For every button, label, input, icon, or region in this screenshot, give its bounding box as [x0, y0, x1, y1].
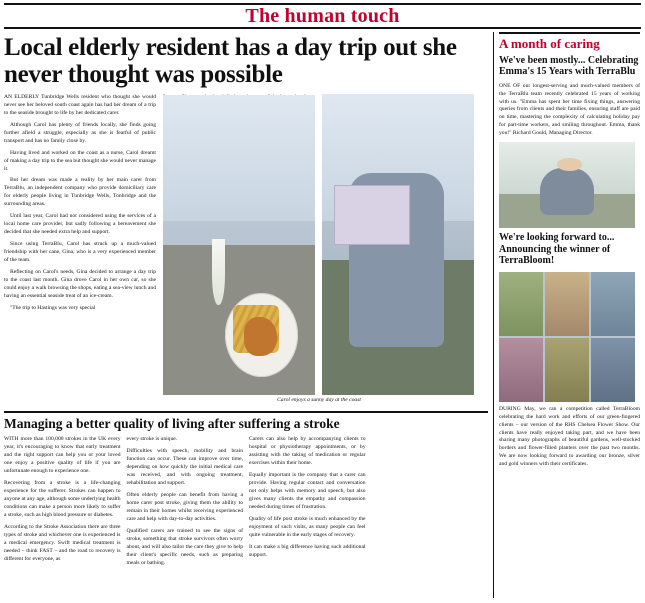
second-column-4: [372, 436, 489, 571]
photo-banner: [334, 185, 410, 245]
article-column-1: [4, 94, 156, 394]
paragraph: Reflecting on Carol's needs, Gina decided to arrange a day trip to the coast last month. Gina drove Carol in her own car, so she could enjoy a walk browsing the shops, eating a sea-view lunch and having an essential seaside treat of an ice-cream.: [4, 268, 156, 299]
masthead: [4, 3, 641, 29]
collage-cell: [545, 338, 589, 402]
paragraph: It can make a big difference having such additional support.: [249, 543, 366, 558]
second-article-text: [4, 436, 488, 571]
paragraph: Since using TerraBlu, Carol has struck up a much-valued friendship with her cane, Gina, who is a very experienced member of the team.: [4, 241, 156, 263]
rail-title: A month of caring: [499, 36, 600, 51]
paragraph: "The trip to Hastings was very special: [10, 304, 96, 311]
paragraph: Quality of life post stroke is much enhanced by the enjoyment of such visits, as many people can feel quite vulnerable in the early stages of recovery.: [249, 515, 366, 538]
paragraph: ONE OF our longest-serving and much-valued members of the TerraBlu team recently celebrated 15 years of working with us. "Emma has spent her time fixing things, answering queries from clients and their families, ensuring staff are paid on time, mastering the complexity of calculating holiday pay for part-time workers, and smiling throughout. Emma, thank you!" Richard Gould, Managing Director.: [499, 82, 640, 137]
carol-meal-photo: [163, 95, 315, 395]
paragraph: Having lived and worked on the coast as a nurse, Carol dreamt of making a day trip to the sea but thought she would never manage it.: [4, 149, 156, 172]
paragraph: According to the Stroke Association there are three types of stroke and whichever one is experienced is a medical emergency. Swift medical treatment is needed – think FAST – and the road to recovery is different for everyone, as: [4, 523, 121, 562]
paragraph: Until last year, Carol had not considered using the services of a local home care provider, but sadly following a bereavement she decided that she needed extra help and support.: [4, 213, 156, 236]
collage-cell: [499, 272, 543, 336]
photo-fish: [244, 317, 277, 356]
paragraph: Recovering from a stroke is a life-changing experience for the sufferer. Strokes can happen to anyone at any age, although some underlying health conditions can make a person more likely to suffer a stroke, such as high blood pressure or diabetes.: [4, 480, 121, 518]
right-rail: [494, 32, 640, 598]
rail-divider: [499, 32, 640, 34]
masthead-title: The human touch: [245, 4, 400, 27]
second-column-2: [127, 436, 244, 571]
paragraph: Although Carol has plenty of friends locally, she finds going further afield a struggle, especially as she is fearful of public transport and has no family close by.: [4, 121, 156, 144]
paragraph: Difficulties with speech, mobility and brain function can occur. These can improve over time, depending on how quickly the initial medical care was received, and with ongoing treatment, rehabilitation and support.: [126, 448, 243, 487]
emma-anniversary-photo: [499, 142, 635, 228]
paragraph: Carers can also help by accompanying clients to hospital or physiotherapy appointments, or by assisting with the taking of medication or regular exercises within their home.: [249, 436, 366, 467]
photo-wine-glass: [212, 239, 226, 305]
photo-sky: [163, 95, 315, 221]
terrabloom-gardens-photo: [499, 272, 635, 402]
paragraph: But her dream was made a reality by her main carer from TerraBlu, an independent company who provide domiciliary care for elderly people living in Tunbridge Wells, Tonbridge and the surrounding areas.: [4, 177, 156, 208]
collage-cell: [499, 338, 543, 402]
main-column: [4, 32, 494, 598]
newsletter-page: [0, 3, 645, 603]
paragraph: AN ELDERLY Tunbridge Wells resident who thought she would never see her beloved south coast again has had her dream of a trip to the seaside brought to life by her dedicated carer.: [4, 94, 156, 116]
paragraph: Equally important is the company that a carer can provide. Having regular contact and conversation not only helps with memory and speech, but also gives many clients the empathy and compassion needed during times of frustration.: [249, 472, 366, 510]
carol-banner-photo: [322, 95, 474, 395]
collage-cell: [591, 272, 635, 336]
second-article-title: Managing a better quality of living after suffering a stroke: [4, 415, 340, 431]
paragraph: every stroke is unique.: [126, 436, 178, 443]
section-divider: [4, 411, 488, 413]
rail-body-2: [499, 406, 640, 470]
second-column-1: [4, 436, 121, 571]
page-title: Local elderly resident has a day trip out she never thought was possible: [4, 34, 457, 88]
photo-collage-grid: [499, 272, 635, 402]
rail-subtitle-1: We've been mostly... Celebrating Emma's 15 Years with TerraBlu: [499, 54, 639, 78]
paragraph: DURING May, we ran a competition called TerraBloom celebrating the hard work and efforts of our green-fingered clients – our version of the RHS Chelsea Flower Show. Our clients have really enjoyed taking part, and we have been sharing many photographs of beautiful gardens, well-stocked borders and flower-filled planters over the past two months. We are now looking forward to awarding our bronze, silver and gold winners with their certificates.: [499, 405, 640, 468]
collage-cell: [591, 338, 635, 402]
photo-caption: Carol enjoys a sunny day at the coast: [277, 397, 361, 403]
paragraph: Qualified carers are trained to see the signs of stroke, something that stroke survivors often worry about, and will also tailor the care they give to help their client's specific needs, such as preparing meals or bathing.: [126, 527, 243, 566]
paragraph: Often elderly people can benefit from having a home carer post stroke, giving them the ability to remain in their homes whilst receiving experienced care and help with day-to-day activities.: [126, 492, 243, 522]
photo-pair: [163, 95, 488, 395]
paragraph: WITH more than 100,000 strokes in the UK every year, it's encouraging to know that early treatment and the right support can help you or your loved one enjoy a positive quality of life if you are unfortunate enough to experience one.: [4, 436, 121, 475]
second-column-3: [249, 436, 366, 571]
rail-subtitle-2: We're looking forward to... Announcing the winner of TerraBloom!: [499, 232, 615, 267]
collage-cell: [545, 272, 589, 336]
photo-person-body: [540, 168, 594, 215]
page-body: [4, 32, 641, 598]
photo-person-head: [557, 158, 581, 171]
rail-body-1: [499, 83, 640, 139]
